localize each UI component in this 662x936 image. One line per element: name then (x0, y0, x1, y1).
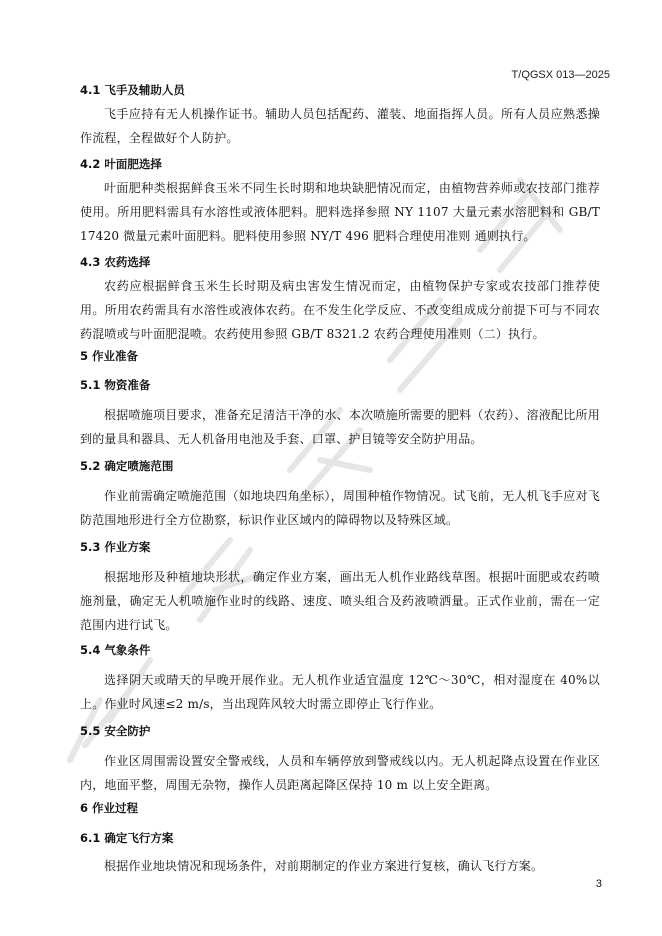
paragraph: 选择阴天或晴天的早晚开展作业。无人机作业适宜温度 12℃～30℃，相对湿度在 40%以上。作业时风速≤2 m/s，当出现阵风较大时需立即停止飞行作业。 (80, 673, 600, 711)
paragraph: 叶面肥种类根据鲜食玉米不同生长时期和地块缺肥情况而定，由植物营养师或农技部门推荐使用。所用肥料需具有水溶性或液体肥料。肥料选择参照 NY 1107 大量元素水溶肥料和 GB/T 17420 微量元素叶面肥料。肥料使用参照 NY/T 496 肥料合理使用准则 通则执行。 (80, 181, 600, 243)
paragraph: 飞手应持有无人机操作证书。辅助人员包括配药、灌装、地面指挥人员。所有人员应熟悉操作流程，全程做好个人防护。 (80, 107, 600, 145)
paragraph: 根据作业地块情况和现场条件，对前期制定的作业方案进行复核，确认飞行方案。 (104, 859, 544, 873)
paragraph: 作业前需确定喷施范围（如地块四角坐标），周围种植作物情况。试飞前，无人机飞手应对飞防范围地形进行全方位勘察，标识作业区域内的障碍物以及特殊区域。 (80, 489, 600, 527)
paragraph: 农药应根据鲜食玉米生长时期及病虫害发生情况而定，由植物保护专家或农技部门推荐使用。所用农药需具有水溶性或液体农药。在不发生化学反应、不改变组成成分前提下可与不同农药混喷或与叶面肥混喷。农药使用参照 GB/T 8321.2 农药合理使用准则（二）执行。 (80, 279, 600, 341)
section-heading: 5.1 物资准备 (80, 378, 151, 392)
section-heading: 5.4 气象条件 (80, 643, 151, 657)
section-4-2 (80, 154, 600, 248)
section-heading: 6 作业过程 (80, 801, 139, 815)
section-6 (80, 798, 600, 818)
section-4-1 (80, 80, 600, 150)
section-5-1 (80, 375, 600, 451)
section-5 (80, 346, 600, 366)
paragraph: 根据喷施项目要求，准备充足清洁干净的水、本次喷施所需要的肥料（农药）、溶液配比所用到的量具和器具、无人机备用电池及手套、口罩、护目镜等安全防护用品。 (80, 408, 600, 446)
section-heading: 5.3 作业方案 (80, 540, 151, 554)
section-heading: 6.1 确定飞行方案 (80, 831, 174, 845)
section-5-5 (80, 721, 600, 797)
paragraph: 根据地形及种植地块形状，确定作业方案，画出无人机作业路线草图。根据叶面肥或农药喷施剂量，确定无人机喷施作业时的线路、速度、喷头组合及药液喷洒量。正式作业前，需在一定范围内进行试飞。 (80, 570, 600, 632)
section-6-1 (80, 828, 600, 878)
section-5-4 (80, 640, 600, 716)
document-code: T/QGSX 013—2025 (511, 69, 610, 81)
paragraph: 作业区周围需设置安全警戒线，人员和车辆停放到警戒线以内。无人机起降点设置在作业区内，地面平整，周围无杂物，操作人员距离起降区保持 10 m 以上安全距离。 (80, 754, 600, 792)
page-number: 3 (595, 878, 602, 890)
section-heading: 4.1 飞手及辅助人员 (80, 83, 185, 97)
section-5-3 (80, 537, 600, 637)
section-heading: 4.2 叶面肥选择 (80, 157, 162, 171)
section-heading: 5.2 确定喷施范围 (80, 459, 174, 473)
section-5-2 (80, 456, 600, 532)
section-heading: 4.3 农药选择 (80, 255, 151, 269)
section-4-3 (80, 252, 600, 346)
section-heading: 5.5 安全防护 (80, 724, 151, 738)
section-heading: 5 作业准备 (80, 349, 139, 363)
